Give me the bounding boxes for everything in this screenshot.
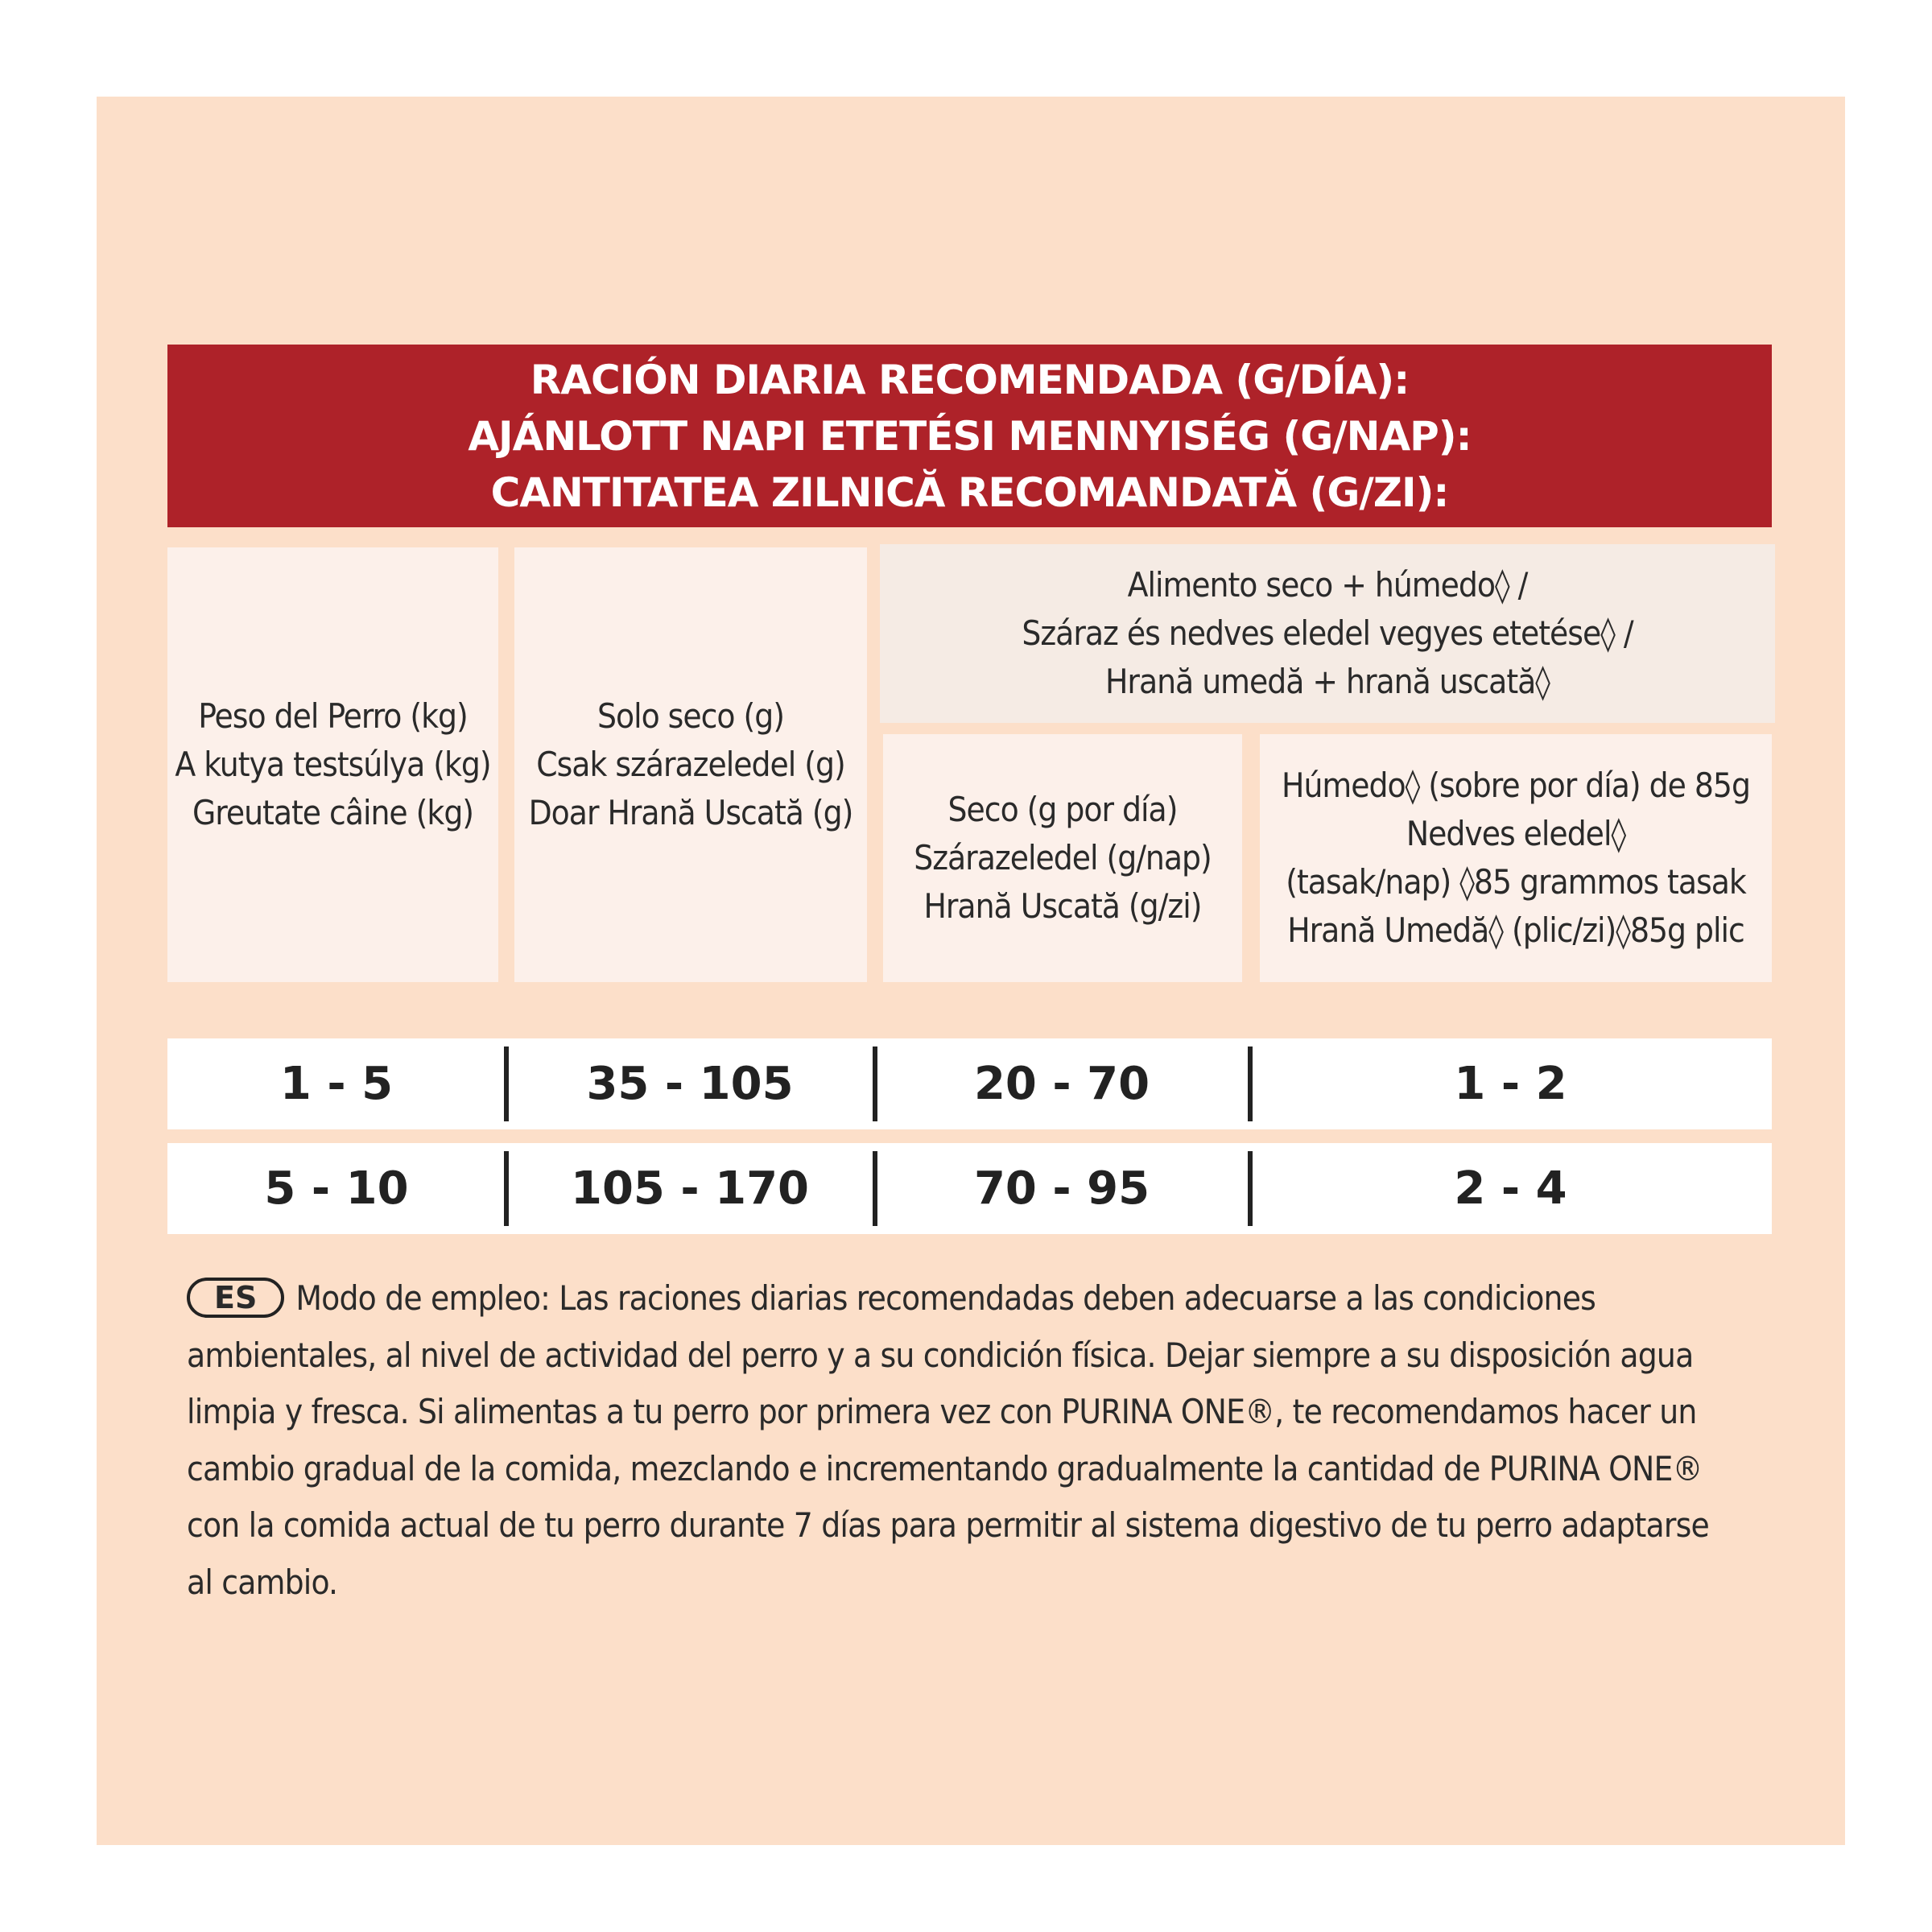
row-dry-only-value: 105 - 170 [570, 1162, 810, 1215]
column-header-dog-weight [167, 547, 498, 982]
row-mixed-dry-value: 20 - 70 [973, 1058, 1150, 1110]
table-row [167, 1143, 1772, 1234]
table-row [167, 1038, 1772, 1129]
title-line-ro: CANTITATEA ZILNICĂ RECOMANDATĂ (G/ZI): [490, 469, 1449, 516]
row-mixed-wet-value: 2 - 4 [1454, 1162, 1567, 1215]
column-header-line: Hrană umedă + hrană uscată◊ [1105, 662, 1550, 701]
instructions-line: con la comida actual de tu perro durante 7 días para permitir al sistema digestivo de tu perro adaptarse [187, 1505, 1709, 1545]
title-line-es: RACIÓN DIARIA RECOMENDADA (G/DÍA): [530, 356, 1410, 403]
column-header-line: Hrană Uscată (g/zi) [923, 886, 1202, 926]
column-header-line: Peso del Perro (kg) [198, 696, 468, 736]
title-line-hu: AJÁNLOTT NAPI ETETÉSI MENNYISÉG (G/NAP): [468, 412, 1472, 460]
feeding-table-title [167, 345, 1772, 527]
column-header-mixed-dry [883, 734, 1242, 982]
row-dry-only-value: 35 - 105 [586, 1058, 794, 1110]
column-header-line: Doar Hrană Uscată (g) [528, 793, 853, 832]
row-mixed-wet-value: 1 - 2 [1454, 1058, 1567, 1110]
column-header-mixed-wet [1260, 734, 1772, 982]
column-header-mixed-feeding [880, 544, 1775, 723]
instructions-line: limpia y fresca. Si alimentas a tu perro por primera vez con PURINA ONE®, te recomendamos hacer un [187, 1392, 1697, 1431]
usage-instructions [187, 1270, 1765, 1611]
column-header-line: Húmedo◊ (sobre por día) de 85g [1282, 766, 1750, 805]
column-header-line: Hrană Umedă◊ (plic/zi)◊85g plic [1287, 910, 1744, 950]
instructions-line: ambientales, al nivel de actividad del perro y a su condición física. Dejar siempre a su disposición agua [187, 1335, 1694, 1375]
language-badge: ES [187, 1278, 284, 1318]
instructions-text: Modo de empleo: Las raciones diarias recomendadas deben adecuarse a las condiciones [295, 1278, 1596, 1318]
column-header-line: Alimento seco + húmedo◊ / [1127, 565, 1528, 605]
column-header-line: (tasak/nap) ◊85 grammos tasak [1286, 862, 1746, 902]
column-header-line: Csak szárazeledel (g) [536, 745, 845, 784]
column-header-line: Nedves eledel◊ [1406, 814, 1626, 853]
row-mixed-dry-value: 70 - 95 [973, 1162, 1150, 1215]
row-weight-value: 5 - 10 [264, 1162, 409, 1215]
instructions-line: al cambio. [187, 1562, 338, 1602]
instructions-line [187, 1270, 1765, 1327]
instructions-line: cambio gradual de la comida, mezclando e incrementando gradualmente la cantidad de PURINA ONE® [187, 1448, 1703, 1488]
column-header-line: Seco (g por día) [947, 790, 1178, 829]
column-header-line: Solo seco (g) [597, 696, 784, 736]
column-header-dry-only [514, 547, 867, 982]
column-header-line: Greutate câine (kg) [192, 793, 474, 832]
column-header-line: Szárazeledel (g/nap) [914, 838, 1212, 877]
column-header-line: Száraz és nedves eledel vegyes etetése◊ / [1022, 613, 1633, 653]
row-weight-value: 1 - 5 [279, 1058, 394, 1110]
column-header-line: A kutya testsúlya (kg) [175, 745, 491, 784]
